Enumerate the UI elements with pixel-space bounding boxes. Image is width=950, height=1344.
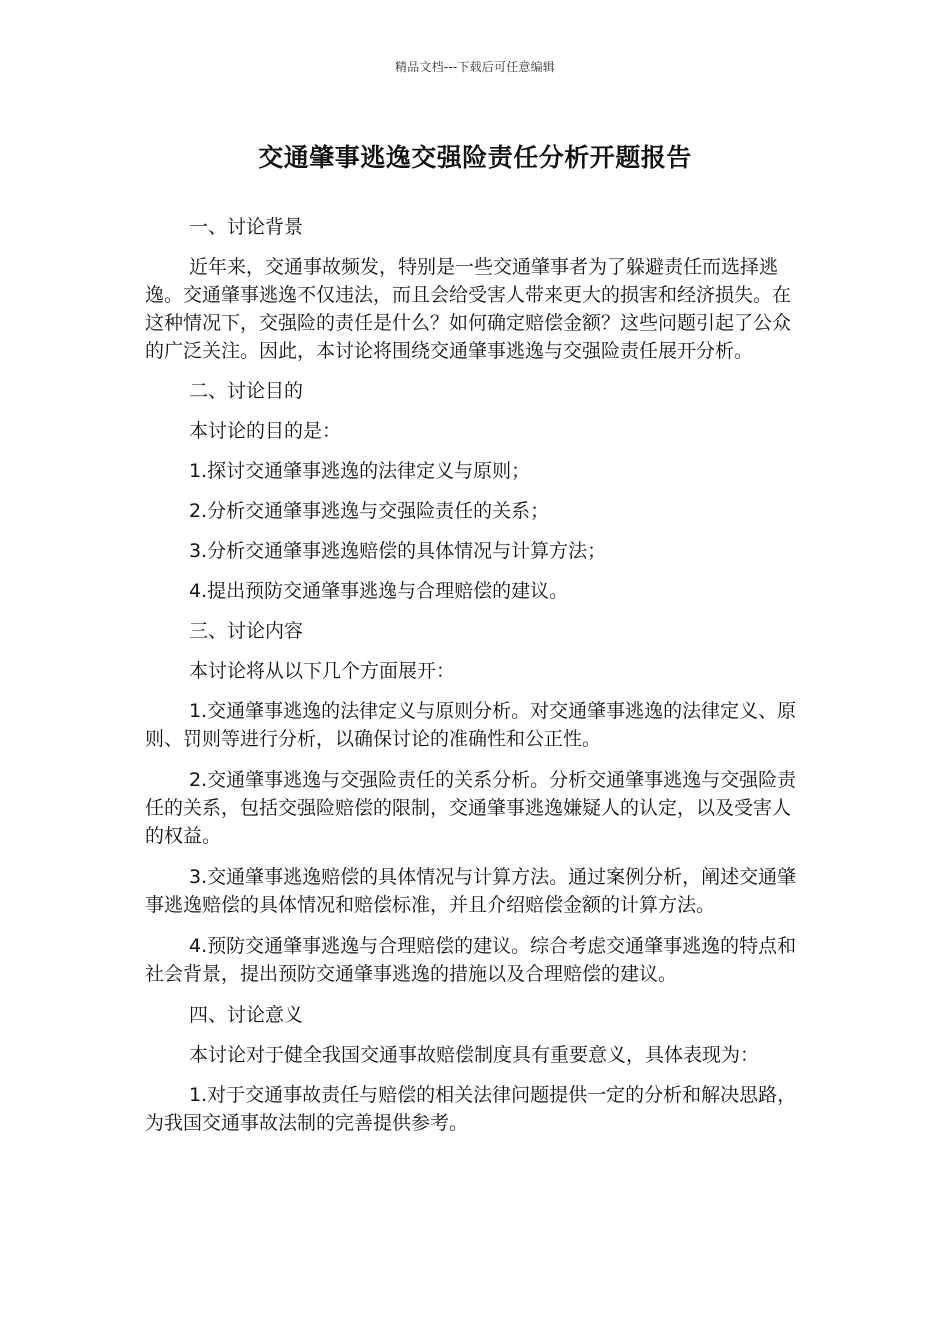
list-item-content-4: 4.预防交通肇事逃逸与合理赔偿的建议。综合考虑交通肇事逃逸的特点和社会背景，提出预防交通肇事逃逸的措施以及合理赔偿的建议。 — [145, 935, 797, 985]
paragraph-content-intro: 本讨论将从以下几个方面展开： — [189, 660, 456, 682]
list-item-purpose-2: 2.分析交通肇事逃逸与交强险责任的关系； — [189, 500, 550, 522]
document-title: 交通肇事逃逸交强险责任分析开题报告 — [258, 143, 692, 172]
paragraph-purpose-intro: 本讨论的目的是： — [189, 420, 342, 442]
list-item-purpose-1: 1.探讨交通肇事逃逸的法律定义与原则； — [189, 460, 531, 482]
section-heading-purpose: 二、讨论目的 — [189, 380, 304, 402]
list-item-content-3: 3.交通肇事逃逸赔偿的具体情况与计算方法。通过案例分析，阐述交通肇事逃逸赔偿的具体情况和赔偿标准，并且介绍赔偿金额的计算方法。 — [145, 866, 797, 916]
section-heading-background: 一、讨论背景 — [189, 216, 304, 238]
section-heading-significance: 四、讨论意义 — [189, 1004, 304, 1026]
list-item-purpose-3: 3.分析交通肇事逃逸赔偿的具体情况与计算方法； — [189, 540, 607, 562]
list-item-significance-1: 1.对于交通事故责任与赔偿的相关法律问题提供一定的分析和解决思路，为我国交通事故法制的完善提供参考。 — [145, 1084, 797, 1134]
section-heading-content: 三、讨论内容 — [189, 620, 304, 642]
list-item-purpose-4: 4.提出预防交通肇事逃逸与合理赔偿的建议。 — [189, 580, 569, 602]
list-item-content-2: 2.交通肇事逃逸与交强险责任的关系分析。分析交通肇事逃逸与交强险责任的关系，包括交强险赔偿的限制，交通肇事逃逸嫌疑人的认定，以及受害人的权益。 — [145, 769, 797, 847]
paragraph-significance-intro: 本讨论对于健全我国交通事故赔偿制度具有重要意义，具体表现为： — [189, 1044, 760, 1066]
header-note: 精品文档---下载后可任意编辑 — [395, 60, 555, 74]
document-body — [145, 213, 800, 1149]
paragraph-background: 近年来，交通事故频发，特别是一些交通肇事者为了躲避责任而选择逃逸。交通肇事逃逸不仅违法，而且会给受害人带来更大的损害和经济损失。在这种情况下，交强险的责任是什么？如何确定赔偿金额？这些问题引起了公众的广泛关注。因此，本讨论将围绕交通肇事逃逸与交强险责任展开分析。 — [145, 256, 792, 362]
list-item-content-1: 1.交通肇事逃逸的法律定义与原则分析。对交通肇事逃逸的法律定义、原则、罚则等进行分析，以确保讨论的准确性和公正性。 — [145, 700, 797, 750]
